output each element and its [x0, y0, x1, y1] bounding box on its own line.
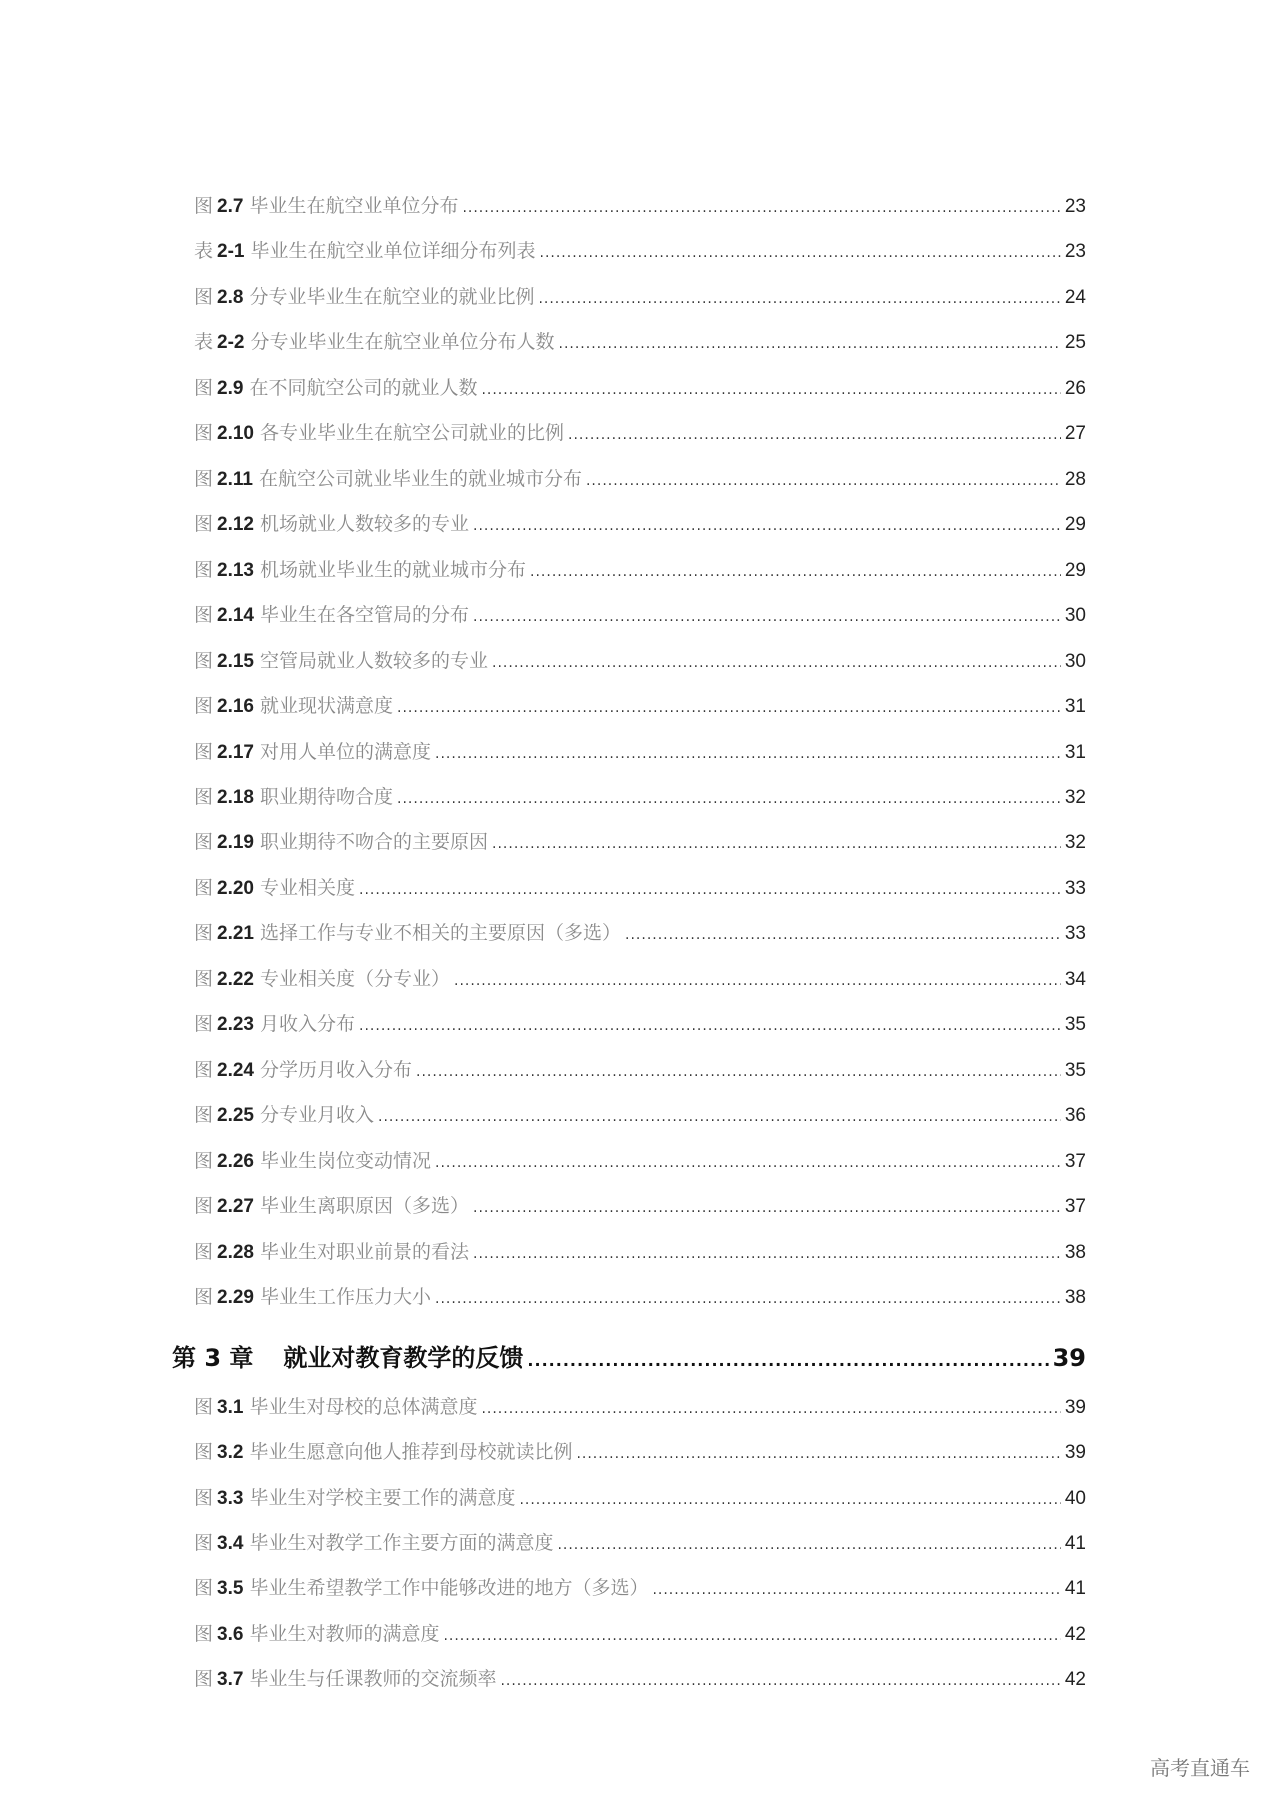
entry-number: 2.22: [217, 968, 254, 990]
entry-number: 2-1: [217, 241, 245, 263]
dot-leader: [359, 1018, 1061, 1034]
entry-number: 2.16: [217, 696, 254, 718]
toc-entry[interactable]: [194, 918, 1086, 944]
entry-number: 2.20: [217, 877, 254, 899]
watermark: 高考直通车: [1150, 1756, 1250, 1780]
entry-title: 月收入分布: [260, 1013, 356, 1036]
entry-prefix: 图: [194, 1286, 214, 1309]
dot-leader: [397, 791, 1061, 807]
entry-number: 2.27: [217, 1196, 254, 1218]
entry-number: 3.4: [217, 1532, 244, 1554]
entry-title: 毕业生与任课教师的交流频率: [249, 1667, 497, 1690]
toc-entry[interactable]: [194, 509, 1086, 535]
dot-leader: [538, 291, 1060, 307]
entry-page: 29: [1064, 514, 1086, 536]
toc-entry[interactable]: [194, 691, 1086, 717]
entry-prefix: 表: [194, 331, 214, 354]
dot-leader: [559, 336, 1061, 352]
entry-page: 30: [1064, 650, 1086, 672]
entry-prefix: 图: [194, 1441, 214, 1464]
entry-number: 3.1: [217, 1397, 244, 1418]
toc-entry[interactable]: [194, 1392, 1086, 1418]
dot-leader: [397, 700, 1061, 716]
entry-number: 2.19: [217, 832, 254, 854]
toc-entry[interactable]: [194, 1191, 1086, 1217]
entry-page: 36: [1064, 1105, 1086, 1127]
entry-number: 2.9: [217, 377, 244, 399]
entry-page: 25: [1064, 332, 1086, 354]
entry-page: 23: [1064, 196, 1086, 217]
chapter-number: 第 3 章: [172, 1344, 254, 1372]
entry-page: 32: [1064, 832, 1086, 854]
dot-leader: [557, 1537, 1060, 1553]
entry-prefix: 图: [194, 876, 214, 899]
entry-title: 专业相关度: [260, 876, 356, 899]
toc-entry[interactable]: [194, 1100, 1086, 1126]
entry-title: 毕业生希望教学工作中能够改进的地方（多选）: [249, 1577, 649, 1600]
entry-title: 毕业生对教师的满意度: [249, 1622, 440, 1645]
entry-prefix: 图: [194, 1531, 214, 1554]
toc-entry[interactable]: [194, 1483, 1086, 1509]
entry-page: 37: [1064, 1150, 1086, 1172]
toc-entry[interactable]: [194, 782, 1086, 808]
entry-page: 34: [1064, 968, 1086, 990]
dot-leader: [625, 927, 1061, 943]
dot-leader: [519, 1492, 1060, 1508]
entry-prefix: 图: [194, 422, 214, 445]
entry-number: 2.29: [217, 1287, 254, 1309]
entry-title: 毕业生离职原因（多选）: [260, 1195, 470, 1218]
entry-page: 39: [1064, 1397, 1086, 1418]
entry-page: 38: [1064, 1287, 1086, 1309]
entry-title: 毕业生在航空业单位分布: [249, 195, 459, 217]
entry-number: 2.23: [217, 1014, 254, 1036]
entry-title: 在不同航空公司的就业人数: [249, 376, 478, 399]
dot-leader: [435, 746, 1061, 762]
entry-number: 3.6: [217, 1623, 244, 1645]
entry-prefix: 图: [194, 1240, 214, 1263]
entry-title: 毕业生对教学工作主要方面的满意度: [249, 1531, 554, 1554]
toc-entry[interactable]: [194, 1055, 1086, 1081]
entry-title: 毕业生对母校的总体满意度: [249, 1396, 478, 1418]
entry-page: 41: [1064, 1532, 1086, 1554]
entry-page: 38: [1064, 1241, 1086, 1263]
toc-entry[interactable]: [194, 964, 1086, 990]
toc-entry[interactable]: [194, 373, 1086, 399]
dot-leader: [481, 382, 1060, 398]
dot-leader: [492, 836, 1061, 852]
chapter-page: 39: [1052, 1344, 1086, 1372]
entry-page: 37: [1064, 1196, 1086, 1218]
dot-leader: [652, 1582, 1060, 1598]
entry-number: 2.12: [217, 514, 254, 536]
entry-title: 对用人单位的满意度: [260, 740, 432, 763]
toc-chapter-3[interactable]: [172, 1338, 1086, 1373]
dot-leader: [378, 1109, 1061, 1125]
entry-page: 27: [1064, 423, 1086, 445]
entry-page: 35: [1064, 1014, 1086, 1036]
toc-entry[interactable]: [194, 464, 1086, 490]
entry-number: 2.21: [217, 923, 254, 945]
entry-title: 分专业月收入: [260, 1104, 375, 1127]
entry-prefix: 图: [194, 1058, 214, 1081]
entry-number: 2.18: [217, 786, 254, 808]
entry-prefix: 图: [194, 785, 214, 808]
entry-number: 2.15: [217, 650, 254, 672]
toc-entry[interactable]: [194, 1146, 1086, 1172]
dot-leader: [473, 1246, 1061, 1262]
entry-title: 毕业生愿意向他人推荐到母校就读比例: [249, 1441, 573, 1464]
entry-number: 2.24: [217, 1059, 254, 1081]
entry-number: 2.25: [217, 1105, 254, 1127]
entry-number: 2.14: [217, 605, 254, 627]
entry-number: 2.11: [217, 468, 253, 490]
entry-prefix: 图: [194, 376, 214, 399]
entry-title: 毕业生工作压力大小: [260, 1286, 432, 1309]
dot-leader: [576, 1446, 1060, 1462]
entry-title: 选择工作与专业不相关的主要原因（多选）: [260, 922, 622, 945]
entry-page: 26: [1064, 377, 1086, 399]
entry-page: 33: [1064, 877, 1086, 899]
toc-entry[interactable]: [194, 873, 1086, 899]
entry-number: 3.2: [217, 1442, 244, 1464]
entry-title: 分学历月收入分布: [260, 1058, 413, 1081]
entry-prefix: 图: [194, 1149, 214, 1172]
dot-leader: [586, 473, 1061, 489]
dot-leader: [527, 1351, 1048, 1370]
entry-number: 2.10: [217, 423, 254, 445]
entry-title: 机场就业毕业生的就业城市分布: [260, 558, 527, 581]
toc-entry[interactable]: [194, 418, 1086, 444]
entry-page: 31: [1064, 696, 1086, 718]
entry-title: 机场就业人数较多的专业: [260, 513, 470, 536]
entry-prefix: 图: [194, 740, 214, 763]
entry-page: 24: [1064, 286, 1086, 308]
entry-prefix: 图: [194, 604, 214, 627]
entry-title: 分专业毕业生在航空业单位分布人数: [250, 331, 555, 354]
entry-prefix: 图: [194, 285, 214, 308]
entry-title: 毕业生在各空管局的分布: [260, 604, 470, 627]
entry-prefix: 图: [194, 195, 214, 217]
entry-prefix: 图: [194, 695, 214, 718]
entry-title: 毕业生对学校主要工作的满意度: [249, 1486, 516, 1509]
entry-title: 专业相关度（分专业）: [260, 967, 451, 990]
entry-number: 3.5: [217, 1578, 244, 1600]
toc-entry[interactable]: [194, 1237, 1086, 1263]
dot-leader: [359, 882, 1061, 898]
entry-prefix: 图: [194, 513, 214, 536]
entry-page: 42: [1064, 1668, 1086, 1690]
toc-entry[interactable]: [194, 282, 1086, 308]
entry-page: 41: [1064, 1578, 1086, 1600]
entry-number: 3.3: [217, 1487, 244, 1509]
entry-prefix: 图: [194, 1622, 214, 1645]
entry-title: 在航空公司就业毕业生的就业城市分布: [258, 467, 582, 490]
entry-prefix: 图: [194, 967, 214, 990]
entry-title: 毕业生对职业前景的看法: [260, 1240, 470, 1263]
entry-prefix: 表: [194, 240, 214, 263]
toc-entry[interactable]: [194, 1664, 1086, 1690]
toc-entry[interactable]: [194, 1437, 1086, 1463]
dot-leader: [435, 1155, 1061, 1171]
entry-title: 职业期待吻合度: [260, 785, 394, 808]
entry-title: 就业现状满意度: [260, 695, 394, 718]
dot-leader: [443, 1628, 1060, 1644]
toc-entry[interactable]: [194, 327, 1086, 353]
entry-number: 3.7: [217, 1668, 244, 1690]
entry-page: 23: [1064, 241, 1086, 263]
entry-title: 分专业毕业生在航空业的就业比例: [249, 285, 535, 308]
dot-leader: [530, 564, 1061, 580]
toc-entry[interactable]: [194, 1009, 1086, 1035]
entry-prefix: 图: [194, 1195, 214, 1218]
toc-entry[interactable]: [194, 600, 1086, 626]
toc-entry[interactable]: [194, 1573, 1086, 1599]
chapter-title: 就业对教育教学的反馈: [283, 1344, 524, 1372]
entry-prefix: 图: [194, 1577, 214, 1600]
toc-entry[interactable]: [194, 191, 1086, 217]
entry-prefix: 图: [194, 922, 214, 945]
toc-entry[interactable]: [194, 1282, 1086, 1308]
toc-entry[interactable]: [194, 1619, 1086, 1645]
entry-page: 31: [1064, 741, 1086, 763]
entry-page: 32: [1064, 786, 1086, 808]
entry-number: 2.8: [217, 286, 244, 308]
entry-number: 2.28: [217, 1241, 254, 1263]
entry-prefix: 图: [194, 1104, 214, 1127]
toc-entry[interactable]: [194, 236, 1086, 262]
entry-page: 35: [1064, 1059, 1086, 1081]
dot-leader: [492, 655, 1061, 671]
entry-prefix: 图: [194, 1396, 214, 1418]
entry-prefix: 图: [194, 649, 214, 672]
entry-page: 42: [1064, 1623, 1086, 1645]
toc-entry[interactable]: [194, 555, 1086, 581]
dot-leader: [473, 609, 1061, 625]
entry-prefix: 图: [194, 558, 214, 581]
toc-entry[interactable]: [194, 827, 1086, 853]
entry-number: 2.17: [217, 741, 254, 763]
dot-leader: [473, 1200, 1061, 1216]
dot-leader: [473, 518, 1061, 534]
dot-leader: [481, 1401, 1060, 1417]
dot-leader: [462, 200, 1060, 216]
dot-leader: [435, 1291, 1061, 1307]
entry-title: 毕业生在航空业单位详细分布列表: [250, 240, 536, 263]
entry-page: 39: [1064, 1442, 1086, 1464]
entry-prefix: 图: [194, 1486, 214, 1509]
entry-title: 空管局就业人数较多的专业: [260, 649, 489, 672]
toc-entry[interactable]: [194, 1528, 1086, 1554]
entry-title: 毕业生岗位变动情况: [260, 1149, 432, 1172]
entry-page: 40: [1064, 1487, 1086, 1509]
entry-page: 29: [1064, 559, 1086, 581]
entry-prefix: 图: [194, 1667, 214, 1690]
toc-entry[interactable]: [194, 646, 1086, 672]
entry-title: 职业期待不吻合的主要原因: [260, 831, 489, 854]
entry-page: 33: [1064, 923, 1086, 945]
entry-prefix: 图: [194, 467, 214, 490]
entry-number: 2-2: [217, 332, 245, 354]
entry-prefix: 图: [194, 1013, 214, 1036]
entry-number: 2.13: [217, 559, 254, 581]
dot-leader: [568, 427, 1061, 443]
dot-leader: [416, 1064, 1061, 1080]
entry-prefix: 图: [194, 831, 214, 854]
dot-leader: [500, 1673, 1060, 1689]
entry-number: 2.26: [217, 1150, 254, 1172]
entry-page: 30: [1064, 605, 1086, 627]
entry-page: 28: [1064, 468, 1086, 490]
entry-title: 各专业毕业生在航空公司就业的比例: [260, 422, 565, 445]
dot-leader: [540, 245, 1061, 261]
entry-number: 2.7: [217, 196, 244, 217]
dot-leader: [454, 973, 1061, 989]
toc-entry[interactable]: [194, 737, 1086, 763]
